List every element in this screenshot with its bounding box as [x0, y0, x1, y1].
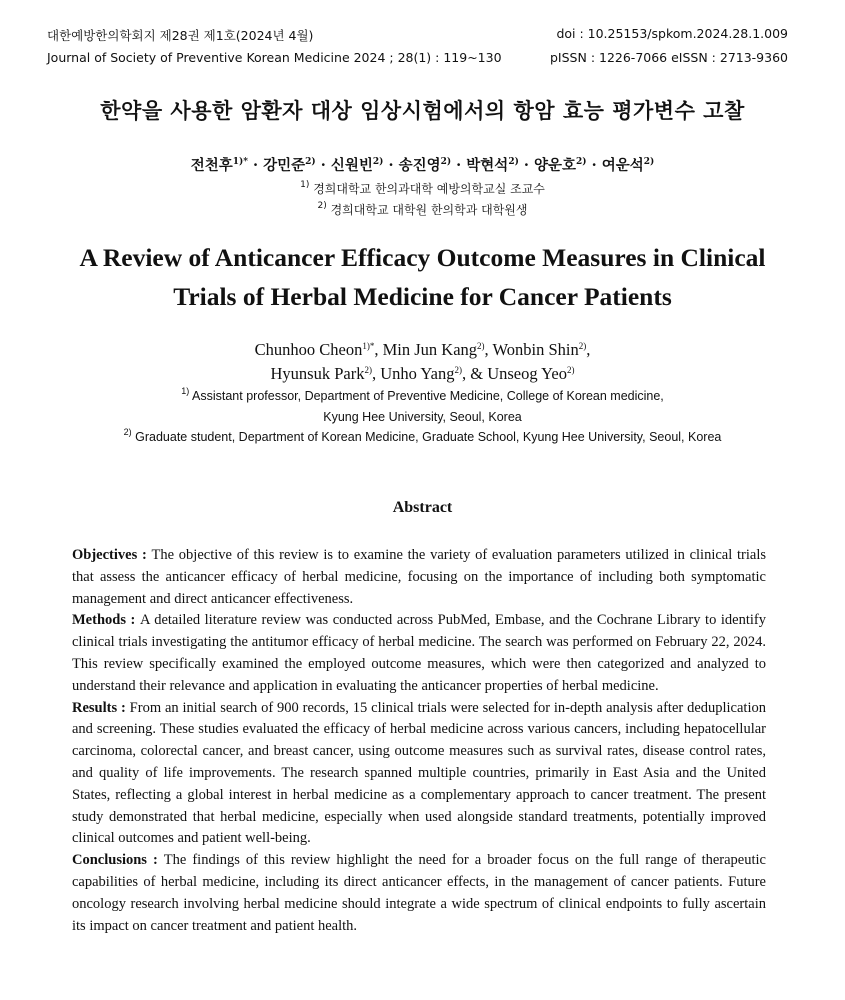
korean-author: 양운호$^{2)}$: [534, 157, 587, 174]
author-separator: ·: [586, 157, 602, 174]
author-separator: ·: [315, 157, 331, 174]
abstract-body: [72, 545, 766, 937]
english-author: Unho Yang$^{2)}$,: [380, 364, 471, 383]
section-label: Objectives :: [72, 547, 152, 563]
english-affiliation-1-line-2: Kyung Hee University, Seoul, Korea: [323, 410, 522, 424]
doi-text: doi : 10.25153/spkom.2024.28.1.009: [556, 26, 788, 41]
english-author: Wonbin Shin$^{2)}$,: [492, 340, 591, 359]
korean-author: 박현석$^{2)}$: [466, 157, 519, 174]
journal-english-citation: Journal of Society of Preventive Korean Medicine 2024 ; 28(1) : 119~130: [47, 50, 502, 65]
author-separator: ·: [451, 157, 467, 174]
section-text: A detailed literature review was conducted across PubMed, Embase, and the Cochrane Library to identify clinical trials investigating the antitumor efficacy of herbal medicine. The search was performed on February 22, 2024. This review specifically examined the employed outcome measures, which were then categorized and analyzed to understand their relevance and application in evaluating the anticancer properties of herbal medicine.: [72, 612, 766, 694]
section-text: The findings of this review highlight the need for a broader focus on the full range of therapeutic capabilities of herbal medicine, including its direct anticancer effects, in the management of cancer patients. Future oncology research involving herbal medicine should integrate a wide spectrum of clinical endpoints to fully ascertain its impact on cancer treatment and patient health.: [72, 852, 766, 934]
english-affiliation-1-line-1: $^{1)}$ Assistant professor, Department of Preventive Medicine, College of Korean medicine,: [181, 386, 664, 403]
section-label: Results :: [72, 699, 130, 716]
english-title-line-1: A Review of Anticancer Efficacy Outcome Measures in Clinical: [79, 243, 766, 272]
section-text: The objective of this review is to examine the variety of evaluation parameters utilized in clinical trials that assess the anticancer efficacy of herbal medicine, focusing on the importance of including both symptomatic management and direct anticancer effectiveness.: [72, 547, 766, 607]
english-author: Hyunsuk Park$^{2)}$,: [270, 364, 381, 383]
author-separator: ·: [247, 157, 264, 174]
english-author: Chunhoo Cheon$^{1)*}$,: [254, 340, 383, 359]
author-separator: ·: [518, 157, 534, 174]
abstract-heading: Abstract: [392, 499, 453, 516]
korean-author: 강민준$^{2)}$: [263, 157, 316, 174]
korean-author: 송진영$^{2)}$: [398, 157, 452, 174]
korean-affiliation-1: $^{1)}$ 경희대학교 한의과대학 예방의학교실 조교수: [300, 180, 545, 196]
english-author: Min Jun Kang$^{2)}$,: [382, 340, 493, 359]
section-label: Methods :: [72, 612, 140, 629]
journal-korean-citation: 대한예방한의학회지 제28권 제1호(2024년 4월): [47, 28, 314, 43]
english-title-line-2: Trials of Herbal Medicine for Cancer Patients: [173, 282, 672, 311]
abstract-methods: [72, 610, 766, 697]
korean-title: 한약을 사용한 암환자 대상 임상시험에서의 항암 효능 평가변수 고찰: [100, 98, 745, 123]
english-affiliation-2: $^{2)}$ Graduate student, Department of Korean Medicine, Graduate School, Kyung Hee University, Seoul, Korea: [123, 427, 722, 444]
korean-author: 신원빈$^{2)}$: [330, 157, 384, 174]
abstract-conclusions: [72, 850, 766, 937]
author-separator: ·: [383, 157, 399, 174]
abstract-objectives: [72, 545, 766, 610]
english-authors-line-1: [0, 340, 845, 360]
english-author: & Unseog Yeo$^{2)}$: [470, 364, 575, 383]
english-authors-line-2: [0, 364, 845, 384]
issn-text: pISSN : 1226-7066 eISSN : 2713-9360: [550, 50, 788, 65]
section-label: Conclusions :: [72, 852, 164, 869]
korean-affiliation-2: $^{2)}$ 경희대학교 대학원 한의학과 대학원생: [317, 201, 528, 217]
korean-author: 전천후$^{1)*}$: [190, 157, 248, 174]
section-text: From an initial search of 900 records, 15 clinical trials were selected for in-depth analysis after deduplication and screening. These studies evaluated the efficacy of herbal medicine across various cancers, including hepatocellular carcinoma, colorectal cancer, and breast cancer, using outcome measures such as survival rates, disease control rates, and quality of life improvements. The research spanned multiple countries, primarily in East Asia and the United States, reflecting a global interest in herbal medicine as a complementary approach to cancer treatment. The present study demonstrated that herbal medicine, especially when used alongside standard treatments, potentially improved clinical outcomes and patient well-being.: [72, 699, 766, 847]
korean-author: 여운석$^{2)}$: [601, 157, 655, 174]
korean-authors: [0, 154, 845, 175]
abstract-results: [72, 698, 766, 851]
